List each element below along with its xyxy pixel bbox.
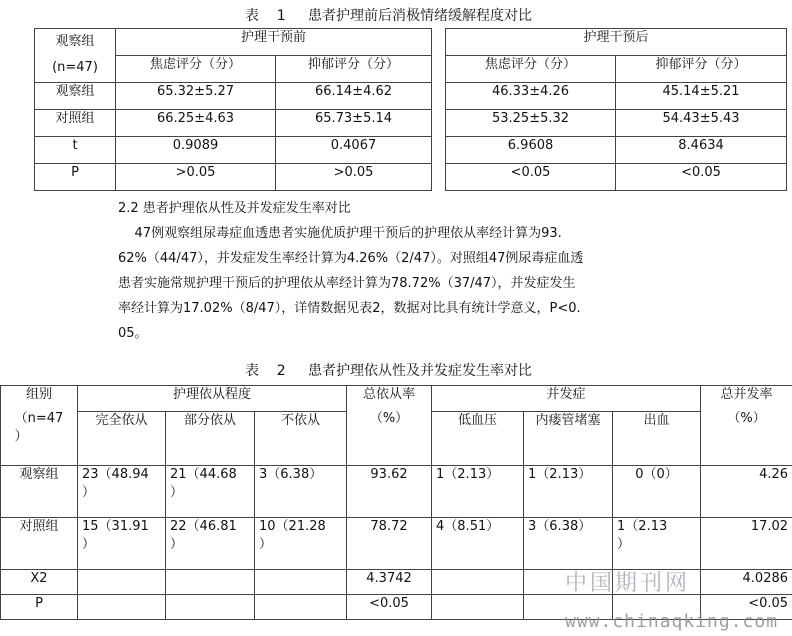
table1-subheader: 焦虑评分（分） — [446, 56, 616, 83]
table-cell: 0.9089 — [116, 137, 276, 164]
table1-subheader: 焦虑评分（分） — [116, 56, 276, 83]
body-line: 患者实施常规护理干预后的护理依从率经计算为78.72%（37/47），并发症发生 — [118, 276, 576, 291]
table-cell: <0.05 — [347, 595, 432, 620]
table2-subheader: 不依从 — [255, 412, 347, 466]
table1-caption: 表 1 患者护理前后消极情绪缓解程度对比 — [245, 8, 532, 24]
table-cell: 8.4634 — [616, 137, 787, 164]
row-label: 对照组 — [1, 518, 78, 570]
table-cell: <0.05 — [701, 595, 792, 620]
row-label: 观察组 — [35, 83, 116, 110]
section-heading: 2.2 患者护理依从性及并发症发生率对比 — [118, 201, 351, 216]
table-cell: 54.43±5.43 — [616, 110, 787, 137]
table2-subheader: 部分依从 — [166, 412, 255, 466]
section-body — [118, 221, 583, 346]
table-cell: 78.72 — [347, 518, 432, 570]
table-cell — [78, 570, 166, 595]
table-cell: 15（31.91 ） — [78, 518, 166, 570]
table-row — [1, 466, 792, 518]
body-line: 47例观察组尿毒症血透患者实施优质护理干预后的护理依从率经计算为93. — [118, 226, 562, 241]
table2-total-complication-unit: （%） — [727, 411, 766, 426]
table-cell: 4.3742 — [347, 570, 432, 595]
table2-subheader: 内瘘管堵塞 — [524, 412, 613, 466]
table1-group-header — [35, 29, 116, 83]
table2-compliance-header: 护理依从程度 — [78, 386, 347, 412]
table-cell: 65.73±5.14 — [276, 110, 432, 137]
table2-total-complication-label: 总并发率 — [720, 387, 773, 402]
table1-subheader: 抑郁评分（分） — [276, 56, 432, 83]
table-row — [35, 137, 787, 164]
table-cell: 53.25±5.32 — [446, 110, 616, 137]
table2-complication-header: 并发症 — [432, 386, 701, 412]
table-cell — [166, 595, 255, 620]
table-cell: 46.33±4.26 — [446, 83, 616, 110]
table-cell: 0（0） — [613, 466, 701, 518]
table-cell: 1（2.13） — [432, 466, 524, 518]
table-cell: 66.25±4.63 — [116, 110, 276, 137]
table-cell: 17.02 — [701, 518, 792, 570]
table-cell: 65.32±5.27 — [116, 83, 276, 110]
table-cell: 93.62 — [347, 466, 432, 518]
table-cell — [255, 570, 347, 595]
table2-total-compliance-label: 总依从率 — [363, 387, 416, 402]
table2-total-complication-header — [701, 386, 792, 466]
table2-total-compliance-header — [347, 386, 432, 466]
table2-subheader: 完全依从 — [78, 412, 166, 466]
table1-after-header: 护理干预后 — [446, 29, 787, 56]
table-cell: >0.05 — [276, 164, 432, 191]
table2-caption: 表 2 患者护理依从性及并发症发生率对比 — [245, 363, 532, 379]
row-label: X2 — [1, 570, 78, 595]
table-cell: 1（2.13） — [524, 466, 613, 518]
row-label: 对照组 — [35, 110, 116, 137]
table1-before-header: 护理干预前 — [116, 29, 432, 56]
table-cell: 10（21.28 ） — [255, 518, 347, 570]
row-label: P — [1, 595, 78, 620]
table1-subheader: 抑郁评分（分） — [616, 56, 787, 83]
table-cell: <0.05 — [446, 164, 616, 191]
body-line: 率经计算为17.02%（8/47），详情数据见表2，数据对比具有统计学意义，P<0. — [118, 301, 581, 316]
table-cell — [432, 570, 524, 595]
table-cell — [166, 570, 255, 595]
table-row — [35, 164, 787, 191]
table2-subheader: 出血 — [613, 412, 701, 466]
table-cell: 0.4067 — [276, 137, 432, 164]
table2-group-n: （n=47 ） — [14, 411, 64, 444]
row-label: t — [35, 137, 116, 164]
table2-group-label: 组别 — [25, 387, 52, 402]
table-cell — [78, 595, 166, 620]
watermark-url: www.chinaqking.com — [565, 611, 779, 632]
table-cell: >0.05 — [116, 164, 276, 191]
table1 — [34, 28, 787, 191]
row-label: 观察组 — [1, 466, 78, 518]
table-cell — [432, 595, 524, 620]
table-row — [35, 110, 787, 137]
table1-spacer — [432, 29, 446, 191]
table-cell: 23（48.94 ） — [78, 466, 166, 518]
table-cell: 45.14±5.21 — [616, 83, 787, 110]
table-cell: 1（2.13 ） — [613, 518, 701, 570]
table1-group-n: (n=47) — [52, 60, 98, 75]
table-cell: 4.26 — [701, 466, 792, 518]
table-cell: 66.14±4.62 — [276, 83, 432, 110]
table-cell — [255, 595, 347, 620]
row-label: P — [35, 164, 116, 191]
table-cell: 4.0286 — [701, 570, 792, 595]
table-cell: 4（8.51） — [432, 518, 524, 570]
body-line: 05。 — [118, 326, 148, 341]
table-row — [35, 83, 787, 110]
table1-group-label: 观察组 — [55, 34, 95, 49]
table-cell: 3（6.38） — [255, 466, 347, 518]
table-row — [1, 518, 792, 570]
watermark-logo-text: 中国期刊网 — [565, 571, 691, 596]
body-line: 62%（44/47），并发症发生率经计算为4.26%（2/47）。对照组47例尿毒症血透 — [118, 251, 584, 266]
table-cell: <0.05 — [616, 164, 787, 191]
table-cell: 21（44.68 ） — [166, 466, 255, 518]
table-cell: 6.9608 — [446, 137, 616, 164]
table2-group-header — [1, 386, 78, 466]
table-cell: 22（46.81 ） — [166, 518, 255, 570]
table2-total-compliance-unit: （%） — [369, 411, 409, 426]
table2-subheader: 低血压 — [432, 412, 524, 466]
table-cell: 3（6.38） — [524, 518, 613, 570]
